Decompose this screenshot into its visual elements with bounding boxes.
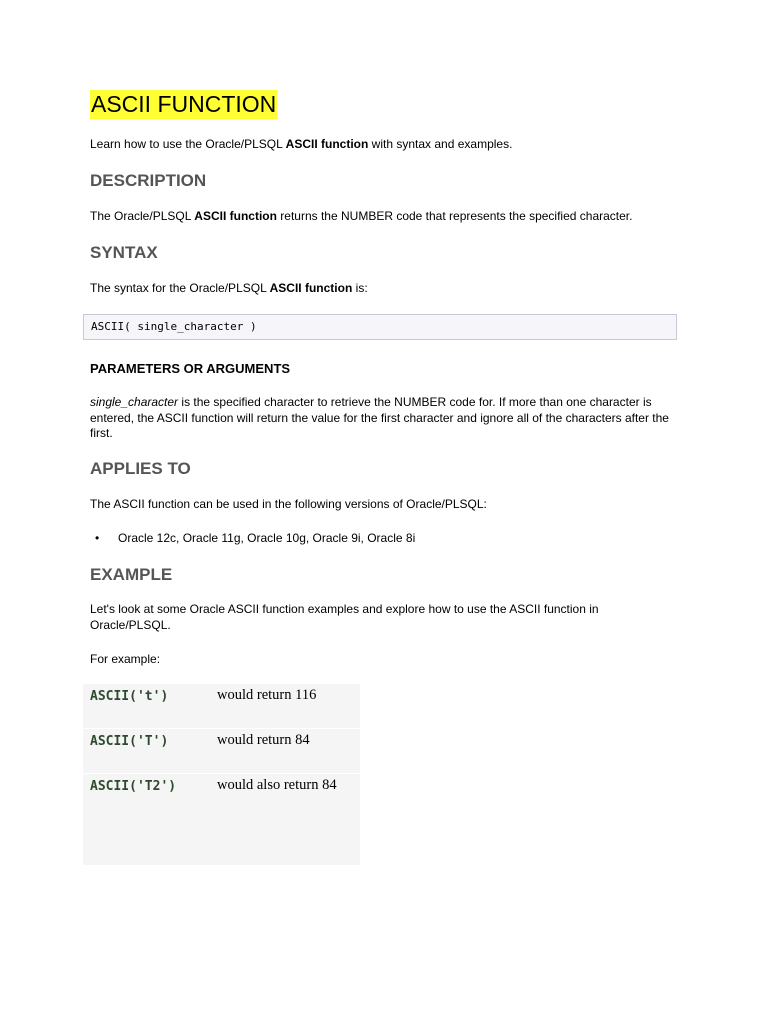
example-result: would return 116 [217, 687, 317, 703]
table-row [83, 684, 360, 729]
description-paragraph [90, 209, 680, 225]
intro-paragraph [90, 137, 680, 153]
versions-list [90, 531, 415, 546]
page-title: ASCII FUNCTION [91, 91, 277, 117]
example-code: ASCII('t') [90, 689, 169, 704]
syntax-heading: SYNTAX [90, 243, 158, 262]
syntax-code-block: ASCII( single_character ) [83, 314, 677, 340]
example-heading: EXAMPLE [90, 565, 173, 584]
description-heading: DESCRIPTION [90, 171, 207, 190]
parameter-description: is the specified character to retrieve the NUMBER code for. If more than one character is entered, the ASCII function will return the value for the first character and ignore all of the characters after the first. [90, 395, 669, 440]
example-code: ASCII('T') [90, 734, 169, 749]
syntax-text-before: The syntax for the Oracle/PLSQL [90, 281, 270, 295]
applies-to-heading: APPLIES TO [90, 459, 191, 478]
example-code: ASCII('T2') [90, 779, 177, 794]
intro-text-bold: ASCII function [285, 137, 369, 151]
for-example-text: For example: [90, 652, 161, 666]
description-text-bold: ASCII function [194, 209, 277, 223]
syntax-paragraph [90, 281, 680, 297]
description-text-before: The Oracle/PLSQL [90, 209, 195, 223]
intro-text-before: Learn how to use the Oracle/PLSQL [90, 137, 286, 151]
applies-to-paragraph: The ASCII function can be used in the following versions of Oracle/PLSQL: [90, 497, 487, 511]
examples-table [83, 684, 360, 865]
description-text-after: returns the NUMBER code that represents the specified character. [276, 209, 633, 223]
intro-text-after: with syntax and examples. [368, 137, 513, 151]
parameter-name: single_character [90, 395, 179, 409]
syntax-text-after: is: [352, 281, 368, 295]
example-paragraph: Let's look at some Oracle ASCII function examples and explore how to use the ASCII function in Oracle/PLSQL. [90, 602, 599, 632]
example-result: would return 84 [217, 732, 310, 748]
parameters-paragraph [90, 395, 680, 442]
example-result: would also return 84 [217, 777, 337, 793]
parameters-heading: PARAMETERS OR ARGUMENTS [90, 361, 291, 376]
syntax-text-bold: ASCII function [269, 281, 353, 295]
table-row [83, 729, 360, 774]
bullet-icon: • [95, 531, 100, 545]
list-item [90, 531, 415, 546]
versions-text: Oracle 12c, Oracle 11g, Oracle 10g, Oracle 9i, Oracle 8i [118, 531, 416, 545]
table-row [83, 774, 360, 865]
